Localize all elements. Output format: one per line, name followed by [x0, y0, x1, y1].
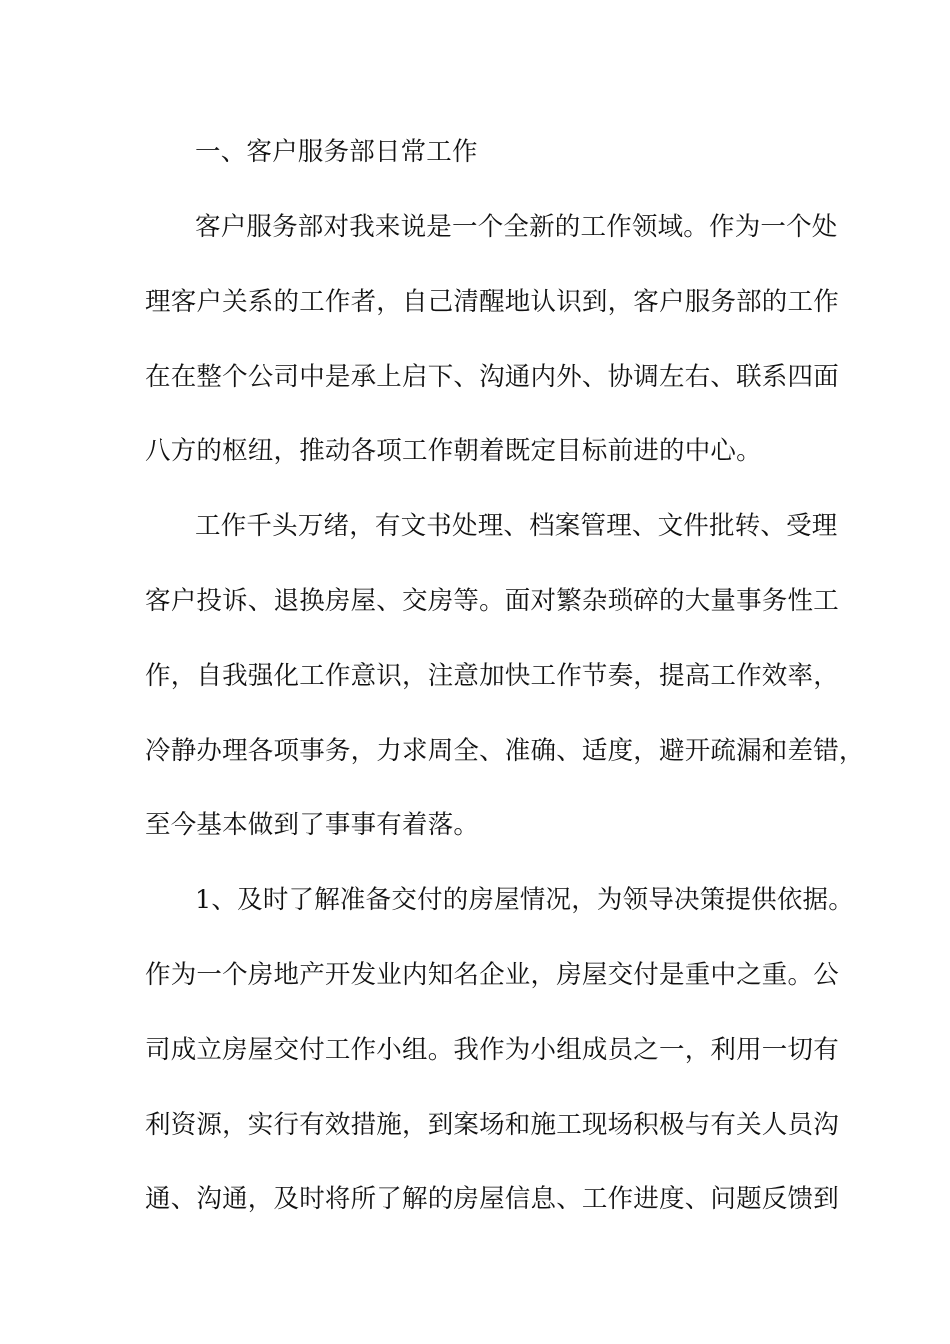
paragraph-line: 作为一个房地产开发业内知名企业，房屋交付是重中之重。公	[145, 960, 839, 990]
paragraph-line: 理客户关系的工作者，自己清醒地认识到，客户服务部的工作	[145, 287, 839, 317]
paragraph-line: 利资源，实行有效措施，到案场和施工现场积极与有关人员沟	[145, 1110, 839, 1140]
paragraph-line: 在在整个公司中是承上启下、沟通内外、协调左右、联系四面	[145, 362, 839, 392]
paragraph-line: 1、及时了解准备交付的房屋情况，为领导决策提供依据。	[195, 885, 854, 915]
paragraph-line: 司成立房屋交付工作小组。我作为小组成员之一，利用一切有	[145, 1035, 839, 1065]
paragraph-line: 客户投诉、退换房屋、交房等。面对繁杂琐碎的大量事务性工	[145, 586, 839, 616]
paragraph-line: 工作千头万绪，有文书处理、档案管理、文件批转、受理	[195, 511, 838, 541]
section-heading: 一、客户服务部日常工作	[195, 137, 478, 167]
paragraph-line: 冷静办理各项事务，力求周全、准确、适度，避开疏漏和差错，	[145, 736, 865, 766]
paragraph-line: 客户服务部对我来说是一个全新的工作领域。作为一个处	[195, 212, 838, 242]
paragraph-line: 通、沟通，及时将所了解的房屋信息、工作进度、问题反馈到	[145, 1184, 839, 1214]
paragraph-line: 至今基本做到了事事有着落。	[145, 810, 480, 840]
paragraph-line: 八方的枢纽，推动各项工作朝着既定目标前进的中心。	[145, 436, 762, 466]
paragraph-line: 作，自我强化工作意识，注意加快工作节奏，提高工作效率，	[145, 661, 839, 691]
